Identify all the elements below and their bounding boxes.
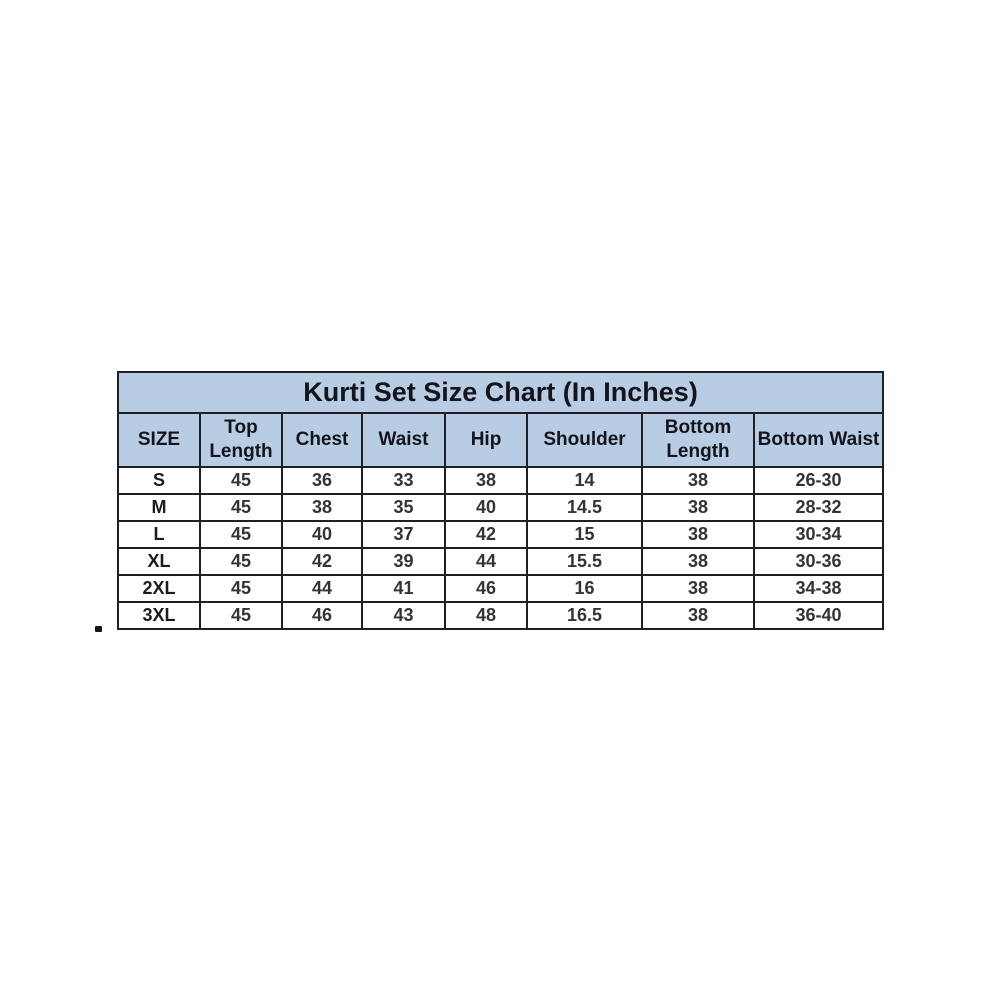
- column-header-size: SIZE: [118, 413, 200, 467]
- waist-value: 33: [362, 467, 445, 494]
- size-label: M: [118, 494, 200, 521]
- size-row-l: [118, 521, 883, 548]
- size-row-2xl: [118, 575, 883, 602]
- hip-value: 46: [445, 575, 527, 602]
- size-label: XL: [118, 548, 200, 575]
- size-row-m: [118, 494, 883, 521]
- waist-value: 41: [362, 575, 445, 602]
- bottom-waist-value: 26-30: [754, 467, 883, 494]
- column-header-chest: Chest: [282, 413, 362, 467]
- top-length-value: 45: [200, 494, 282, 521]
- hip-value: 44: [445, 548, 527, 575]
- column-header-shoulder: Shoulder: [527, 413, 642, 467]
- bottom-length-value: 38: [642, 575, 754, 602]
- chest-value: 42: [282, 548, 362, 575]
- waist-value: 37: [362, 521, 445, 548]
- bottom-length-value: 38: [642, 467, 754, 494]
- shoulder-value: 16: [527, 575, 642, 602]
- size-row-xl: [118, 548, 883, 575]
- bottom-length-value: 38: [642, 521, 754, 548]
- chest-value: 36: [282, 467, 362, 494]
- waist-value: 39: [362, 548, 445, 575]
- column-header-hip: Hip: [445, 413, 527, 467]
- top-length-value: 45: [200, 467, 282, 494]
- hip-value: 48: [445, 602, 527, 629]
- bottom-length-value: 38: [642, 494, 754, 521]
- shoulder-value: 14: [527, 467, 642, 494]
- hip-value: 38: [445, 467, 527, 494]
- hip-value: 40: [445, 494, 527, 521]
- bottom-waist-value: 34-38: [754, 575, 883, 602]
- shoulder-value: 14.5: [527, 494, 642, 521]
- waist-value: 35: [362, 494, 445, 521]
- chest-value: 40: [282, 521, 362, 548]
- waist-value: 43: [362, 602, 445, 629]
- size-chart-title-row: [118, 372, 883, 413]
- bottom-waist-value: 30-36: [754, 548, 883, 575]
- chest-value: 38: [282, 494, 362, 521]
- bottom-length-value: 38: [642, 602, 754, 629]
- hip-value: 42: [445, 521, 527, 548]
- column-header-bottom-length: Bottom Length: [642, 413, 754, 467]
- size-row-3xl: [118, 602, 883, 629]
- top-length-value: 45: [200, 575, 282, 602]
- column-header-bottom-waist: Bottom Waist: [754, 413, 883, 467]
- size-label: L: [118, 521, 200, 548]
- size-chart-title: Kurti Set Size Chart (In Inches): [118, 372, 883, 413]
- shoulder-value: 15: [527, 521, 642, 548]
- bottom-waist-value: 28-32: [754, 494, 883, 521]
- size-label: S: [118, 467, 200, 494]
- corner-artifact-dot: [95, 626, 102, 632]
- size-label: 2XL: [118, 575, 200, 602]
- bottom-length-value: 38: [642, 548, 754, 575]
- top-length-value: 45: [200, 548, 282, 575]
- bottom-waist-value: 30-34: [754, 521, 883, 548]
- column-header-top-length: Top Length: [200, 413, 282, 467]
- chest-value: 44: [282, 575, 362, 602]
- size-label: 3XL: [118, 602, 200, 629]
- size-row-s: [118, 467, 883, 494]
- chest-value: 46: [282, 602, 362, 629]
- size-chart-table: [117, 371, 884, 630]
- bottom-waist-value: 36-40: [754, 602, 883, 629]
- top-length-value: 45: [200, 521, 282, 548]
- size-chart-header-row: [118, 413, 883, 467]
- shoulder-value: 16.5: [527, 602, 642, 629]
- shoulder-value: 15.5: [527, 548, 642, 575]
- column-header-waist: Waist: [362, 413, 445, 467]
- top-length-value: 45: [200, 602, 282, 629]
